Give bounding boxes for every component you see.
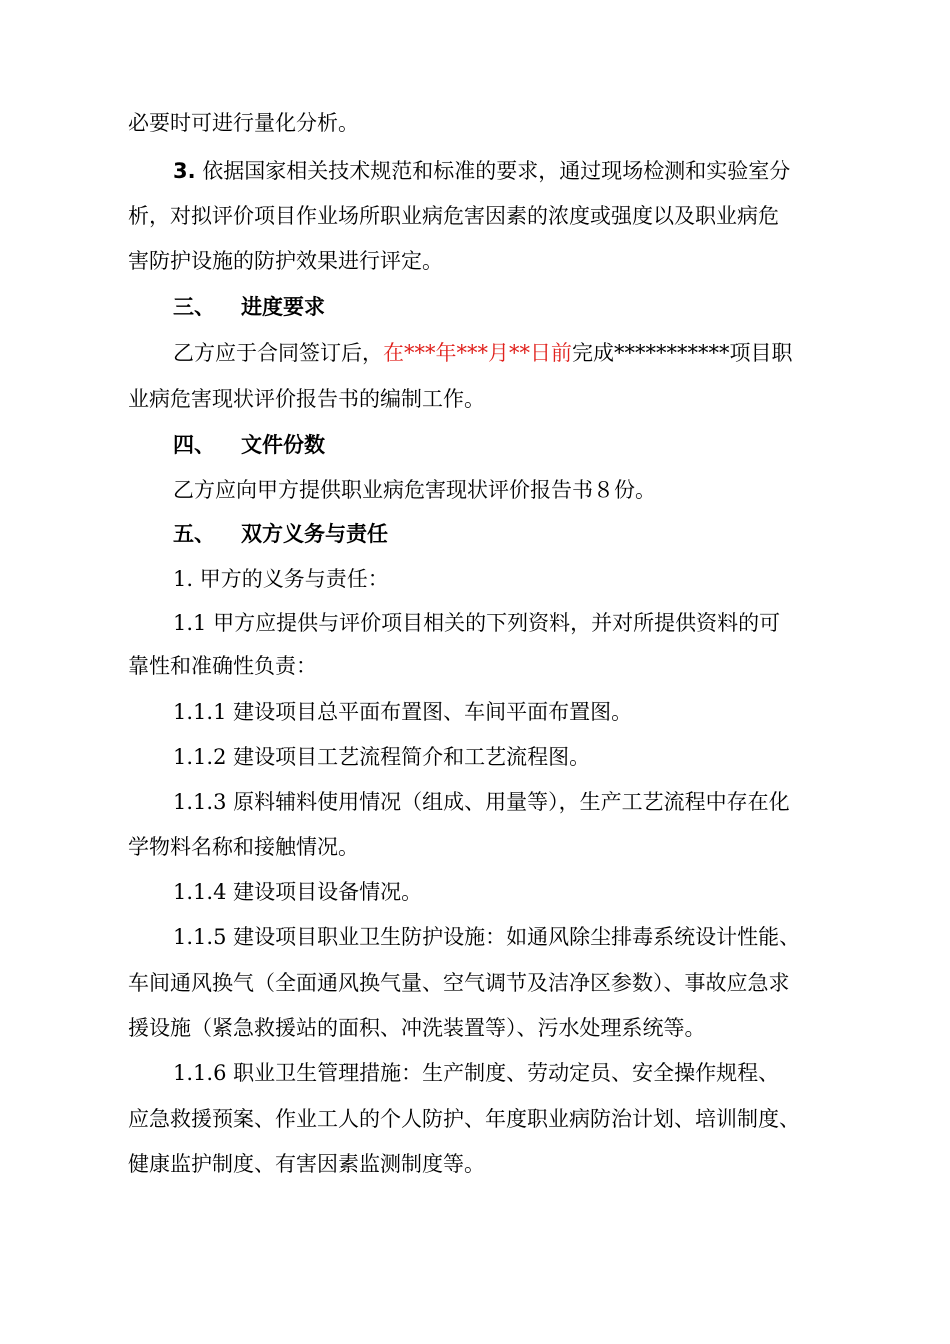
paragraph-line: 1.1.2 建设项目工艺流程简介和工艺流程图。 (173, 745, 591, 769)
paragraph-line: 1.1.5 建设项目职业卫生防护设施：如通风除尘排毒系统设计性能、 (173, 925, 801, 949)
section-heading-5 (173, 521, 388, 547)
paragraph-line: 靠性和准确性负责： (128, 654, 317, 678)
paragraph-line (173, 340, 793, 366)
section-heading-3 (173, 294, 325, 320)
paragraph-line: 健康监护制度、有害因素监测制度等。 (128, 1152, 485, 1176)
item-number: 3. (173, 159, 196, 183)
paragraph-line: 1.1.1 建设项目总平面布置图、车间平面布置图。 (173, 700, 633, 724)
section-title: 进度要求 (241, 295, 325, 319)
paragraph-line: 1.1.3 原料辅料使用情况（组成、用量等），生产工艺流程中存在化 (173, 790, 790, 814)
section-number: 五、 (173, 522, 215, 546)
section-number: 三、 (173, 295, 215, 319)
paragraph-line: 乙方应向甲方提供职业病危害现状评价报告书８份。 (173, 478, 656, 502)
paragraph-line: 业病危害现状评价报告书的编制工作。 (128, 387, 485, 411)
paragraph-line: 学物料名称和接触情况。 (128, 835, 359, 859)
section-heading-4 (173, 432, 325, 458)
deadline-highlight: 在***年***月**日前 (383, 341, 572, 365)
paragraph-line: 应急救援预案、作业工人的个人防护、年度职业病防治计划、培训制度、 (128, 1107, 800, 1131)
paragraph-line: 车间通风换气（全面通风换气量、空气调节及洁净区参数）、事故应急求 (128, 971, 790, 995)
paragraph-line: 害防护设施的防护效果进行评定。 (128, 249, 443, 273)
paragraph-line: 必要时可进行量化分析。 (128, 111, 359, 135)
paragraph-line: 1.1 甲方应提供与评价项目相关的下列资料，并对所提供资料的可 (173, 611, 781, 635)
paragraph-line: 析，对拟评价项目作业场所职业病危害因素的浓度或强度以及职业病危 (128, 204, 779, 228)
section-title: 双方义务与责任 (241, 522, 388, 546)
paragraph-text: 乙方应于合同签订后， (173, 341, 383, 365)
section-number: 四、 (173, 433, 215, 457)
paragraph-line: 1.1.4 建设项目设备情况。 (173, 880, 423, 904)
paragraph-line (173, 158, 790, 184)
paragraph-text: 依据国家相关技术规范和标准的要求，通过现场检测和实验室分 (195, 159, 791, 183)
paragraph-text: 完成***********项目职 (572, 341, 793, 365)
paragraph-line: 援设施（紧急救援站的面积、冲洗装置等）、污水处理系统等。 (128, 1016, 706, 1040)
paragraph-line: 1.1.6 职业卫生管理措施：生产制度、劳动定员、安全操作规程、 (173, 1061, 780, 1085)
section-title: 文件份数 (241, 433, 325, 457)
paragraph-line: 1. 甲方的义务与责任： (173, 567, 389, 591)
